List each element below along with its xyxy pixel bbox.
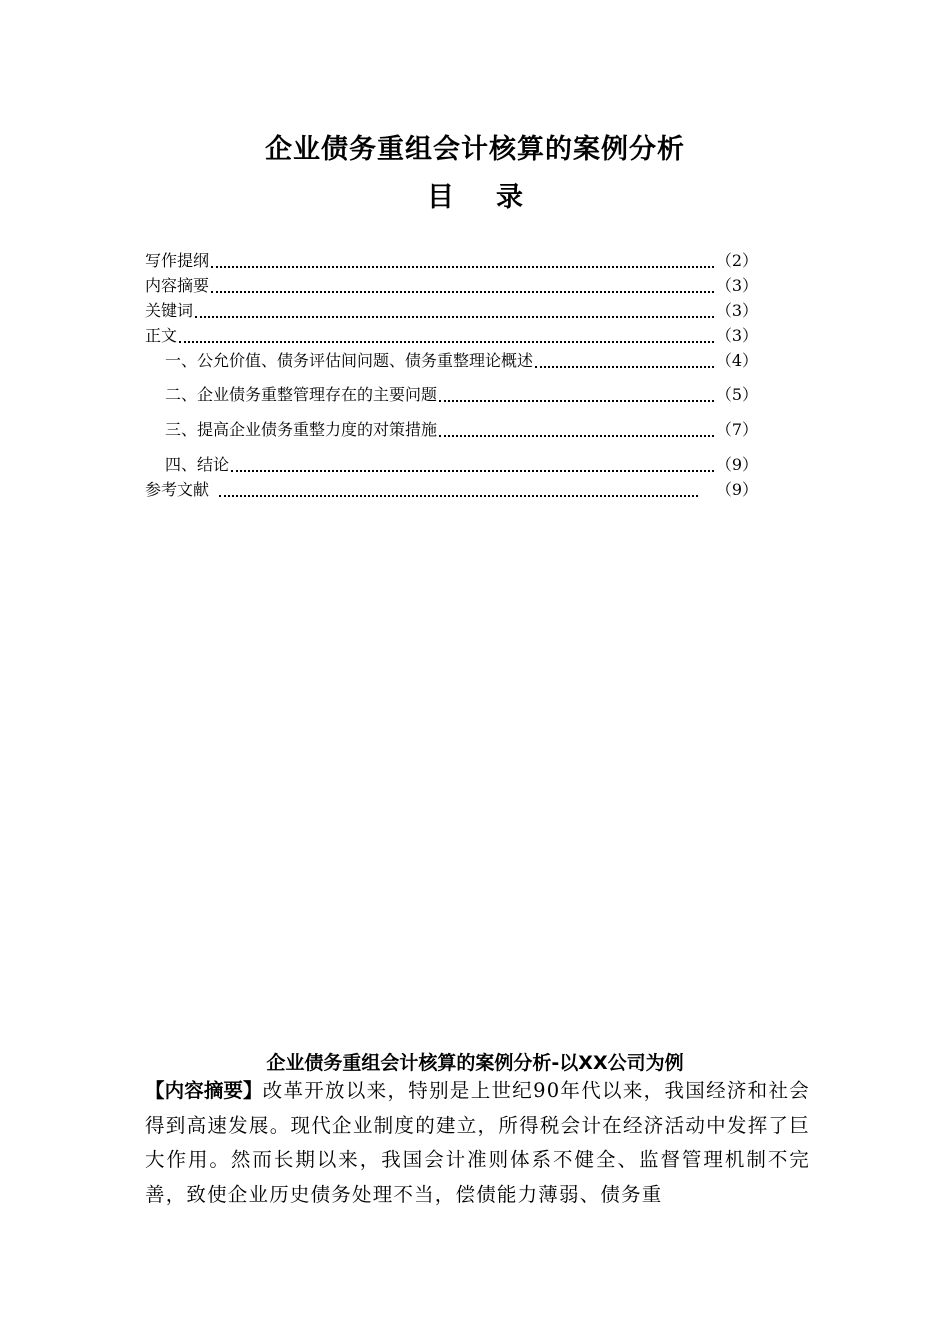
toc-page-number: （9） bbox=[715, 455, 758, 474]
abstract-tag: 【内容摘要】 bbox=[145, 1079, 263, 1102]
toc-page-number: （3） bbox=[715, 276, 758, 295]
toc-page-number: （2） bbox=[715, 251, 758, 270]
abstract-text: 改革开放以来，特别是上世纪90年代以来，我国经济和社会得到高速发展。现代企业制度的建立，所得税会计在经济活动中发挥了巨大作用。然而长期以来，我国会计准则体系不健全、监督管理机制不完善，致使企业历史债务处理不当，偿债能力薄弱、债务重 bbox=[145, 1079, 810, 1206]
toc-heading bbox=[0, 180, 950, 216]
toc-page-number: （4） bbox=[715, 351, 758, 370]
toc-page-number: （5） bbox=[715, 385, 758, 404]
toc-item-outline[interactable]: 写作提纲 （2） bbox=[145, 251, 758, 270]
abstract-paragraph bbox=[145, 1074, 810, 1212]
toc-page-number: （9） bbox=[715, 480, 758, 499]
document-title: 企业债务重组会计核算的案例分析 bbox=[265, 134, 685, 165]
body-title: 企业债务重组会计核算的案例分析-以XX公司为例 bbox=[266, 1052, 684, 1074]
toc-item-main-text[interactable]: 正文 （3） bbox=[145, 326, 758, 345]
toc-heading-char-2: 录 bbox=[496, 182, 523, 213]
toc-item-keywords[interactable]: 关键词 （3） bbox=[145, 301, 758, 320]
toc-item-section-4[interactable]: 四、结论 （9） bbox=[165, 455, 758, 474]
toc-page-number: （7） bbox=[715, 420, 758, 439]
toc-item-section-1[interactable]: 一、公允价值、债务评估间问题、债务重整理论概述 （4） bbox=[165, 351, 758, 370]
toc-heading-char-1: 目 bbox=[427, 182, 454, 213]
toc-page-number: （3） bbox=[715, 326, 758, 345]
toc-item-abstract[interactable]: 内容摘要 （3） bbox=[145, 276, 758, 295]
toc-item-section-2[interactable]: 二、企业债务重整管理存在的主要问题 （5） bbox=[165, 385, 758, 404]
toc-item-section-3[interactable]: 三、提高企业债务重整力度的对策措施 （7） bbox=[165, 420, 758, 439]
toc-item-references[interactable]: 参考文献 （9） bbox=[145, 480, 758, 499]
toc-page-number: （3） bbox=[715, 301, 758, 320]
